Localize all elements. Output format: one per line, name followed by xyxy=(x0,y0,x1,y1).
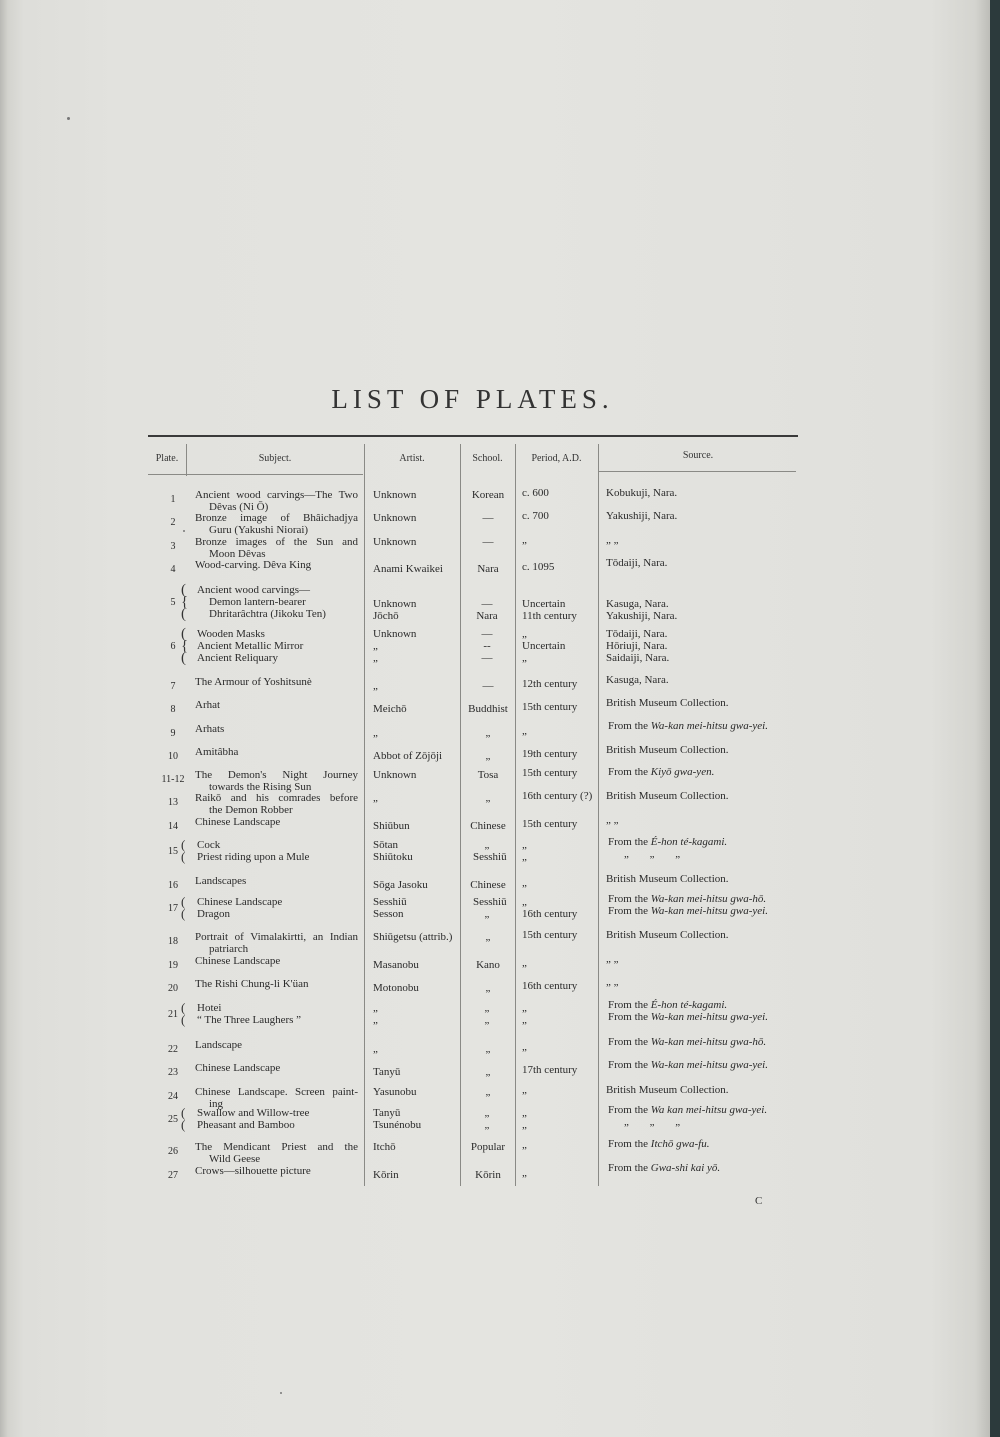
subject-line: Arhats xyxy=(195,723,225,735)
column-divider xyxy=(460,444,461,1186)
plate-number: 16 xyxy=(168,880,178,891)
grouping-brace: ( ( xyxy=(181,837,186,864)
plate-number: 8 xyxy=(170,704,176,715)
header-rule xyxy=(599,471,796,472)
period: 15th century xyxy=(522,818,578,830)
source-prefix: From the xyxy=(608,905,651,917)
plate-number: 13 xyxy=(168,797,178,808)
subject-line: Chinese Landscape. Screen paint- xyxy=(195,1086,358,1098)
source-title: Gwa-shi kai yō. xyxy=(650,1162,721,1174)
school: „ xyxy=(485,931,491,943)
period: „ xyxy=(522,1167,527,1179)
source xyxy=(608,1060,768,1071)
source: British Museum Collection. xyxy=(606,929,729,941)
subject-line: “ The Three Laughers ” xyxy=(197,1014,302,1026)
subject-line: Dhritarâchtra (Jikoku Ten) xyxy=(209,608,326,620)
school: Kōrin xyxy=(475,1169,501,1181)
period: „ xyxy=(522,957,527,969)
source xyxy=(608,1037,766,1048)
artist: „ xyxy=(373,680,378,692)
source-prefix: From the xyxy=(608,893,651,905)
source-title: Wa-kan mei-hitsu gwa-hō. xyxy=(650,1036,767,1048)
school: — xyxy=(482,512,494,524)
artist: Unknown xyxy=(373,628,417,640)
period: c. 1095 xyxy=(522,561,555,573)
source: „ „ xyxy=(606,976,619,988)
artist: Unknown xyxy=(373,598,417,610)
period: „ xyxy=(522,628,527,640)
source xyxy=(608,906,768,917)
source xyxy=(608,721,768,732)
source: Tōdaiji, Nara. xyxy=(606,628,668,640)
period: „ xyxy=(522,652,527,664)
artist: Itchō xyxy=(373,1141,396,1153)
source xyxy=(608,1105,767,1116)
source-title: Wa kan mei-hitsu gwa-yei. xyxy=(650,1104,768,1116)
source: Tōdaiji, Nara. xyxy=(606,557,668,569)
subject-line: ing xyxy=(209,1098,224,1110)
subject-line: Moon Dêvas xyxy=(209,548,266,560)
plate-number: 5 xyxy=(170,597,176,608)
source xyxy=(608,837,727,848)
school: „ xyxy=(485,1086,491,1098)
source: „ „ xyxy=(606,953,619,965)
period: „ xyxy=(522,1002,527,1014)
school: — xyxy=(482,680,494,692)
artist: Anami Kwaikei xyxy=(373,563,443,575)
school: „ xyxy=(485,727,491,739)
subject-line: Wood-carving. Dêva King xyxy=(195,559,312,571)
school: Kano xyxy=(476,959,500,971)
school: — xyxy=(482,536,494,548)
subject-line: Amitâbha xyxy=(195,746,239,758)
source: „ „ xyxy=(606,814,619,826)
plate-number: 9 xyxy=(170,728,176,739)
period: 16th century xyxy=(522,908,578,920)
plate-number: 24 xyxy=(168,1091,178,1102)
period: „ xyxy=(522,839,527,851)
period: „ xyxy=(522,1014,527,1026)
subject-line: Demon lantern-bearer xyxy=(209,596,306,608)
plate-number: 1 xyxy=(170,494,176,505)
school: — xyxy=(481,598,493,610)
source: Yakushiji, Nara. xyxy=(606,510,678,522)
school: „ xyxy=(484,839,490,851)
paper-speck xyxy=(183,530,185,532)
subject-line: Arhat xyxy=(195,699,221,711)
source: „ „ xyxy=(606,534,619,546)
period: 15th century xyxy=(522,767,578,779)
artist: Shiūgetsu (attrib.) xyxy=(373,931,453,943)
header-period: Period, A.D. xyxy=(531,453,582,464)
table-top-rule xyxy=(148,435,798,437)
artist: Sesson xyxy=(373,908,404,920)
source: British Museum Collection. xyxy=(606,873,729,885)
school: „ xyxy=(484,1014,490,1026)
school: Nara xyxy=(477,563,499,575)
school: „ xyxy=(485,792,491,804)
signature-mark: C xyxy=(755,1195,763,1207)
subject-line: Bronze image of Bhâichadjya xyxy=(195,512,358,524)
period: Uncertain xyxy=(522,640,566,652)
artist: Unknown xyxy=(373,536,417,548)
plate-number: 15 xyxy=(168,846,178,857)
period: „ xyxy=(522,896,527,908)
source: Yakushiji, Nara. xyxy=(606,610,678,622)
source xyxy=(608,894,766,905)
plate-number: 22 xyxy=(168,1044,178,1055)
artist: „ xyxy=(373,792,378,804)
plate-number: 14 xyxy=(168,821,178,832)
header-source: Source. xyxy=(682,450,714,461)
subject-line: The Demon's Night Journey xyxy=(195,769,358,781)
header-rule xyxy=(148,474,363,475)
school: Chinese xyxy=(470,820,506,832)
plate-number: 20 xyxy=(168,983,178,994)
source-title: É-hon té-kagami. xyxy=(650,836,728,848)
period: „ xyxy=(522,1084,527,1096)
artist: Kōrin xyxy=(373,1169,399,1181)
period: „ xyxy=(522,534,527,546)
subject-line: Wild Geese xyxy=(209,1153,261,1165)
plate-number: 18 xyxy=(168,936,178,947)
subject-line: Crows—silhouette picture xyxy=(195,1165,311,1177)
school: Korean xyxy=(471,489,505,501)
school: „ xyxy=(485,982,491,994)
plate-number: 10 xyxy=(168,751,178,762)
plate-number: 4 xyxy=(170,564,176,575)
source: Kasuga, Nara. xyxy=(606,674,669,686)
header-school: School. xyxy=(472,453,503,464)
artist: „ xyxy=(373,652,378,664)
plate-number: 27 xyxy=(168,1170,178,1181)
school: „ xyxy=(485,1043,491,1055)
period: „ xyxy=(522,1119,527,1131)
grouping-brace: ( { ( xyxy=(181,626,189,666)
subject-line: Guru (Yakushi Niorai) xyxy=(209,524,309,536)
period: 19th century xyxy=(522,748,578,760)
paper-speck xyxy=(280,1392,282,1394)
period: „ xyxy=(522,1139,527,1151)
period: 15th century xyxy=(522,929,578,941)
artist: Shiūbun xyxy=(373,820,410,832)
plate-number: 23 xyxy=(168,1067,178,1078)
source-prefix: From the xyxy=(608,1011,651,1023)
subject-line: Chinese Landscape xyxy=(195,1062,281,1074)
source xyxy=(608,1163,720,1174)
period: „ xyxy=(522,851,527,863)
source-title: Itchō gwa-fu. xyxy=(650,1138,710,1150)
subject-line: Ancient Metallic Mirror xyxy=(197,640,304,652)
plate-number: 25 xyxy=(168,1114,178,1125)
artist: „ xyxy=(373,1002,378,1014)
subject-line: The Rishi Chung-li K'üan xyxy=(195,978,309,990)
column-divider xyxy=(598,444,599,1186)
source-prefix: From the xyxy=(608,1036,651,1048)
subject-line: Bronze images of the Sun and xyxy=(195,536,358,548)
school: Popular xyxy=(470,1141,506,1153)
school: „ xyxy=(484,1002,490,1014)
plate-number: 7 xyxy=(170,681,176,692)
artist: Yasunobu xyxy=(373,1086,417,1098)
source: British Museum Collection. xyxy=(606,1084,729,1096)
subject-line: Ancient wood carvings— xyxy=(197,584,311,596)
period: Uncertain xyxy=(522,598,566,610)
artist: Shiūtoku xyxy=(373,851,413,863)
subject-line: Priest riding upon a Mule xyxy=(197,851,310,863)
source: Kobukuji, Nara. xyxy=(606,487,678,499)
source: Kasuga, Nara. xyxy=(606,598,669,610)
artist: „ xyxy=(373,640,378,652)
source: British Museum Collection. xyxy=(606,744,729,756)
header-artist: Artist. xyxy=(399,453,425,464)
source-prefix: From the xyxy=(608,1162,651,1174)
period: 17th century xyxy=(522,1064,578,1076)
artist: Sōtan xyxy=(373,839,399,851)
period: 11th century xyxy=(522,610,577,622)
source xyxy=(608,1000,727,1011)
source-prefix: From the xyxy=(608,1104,651,1116)
school: — xyxy=(481,628,493,640)
source-prefix: From the xyxy=(608,1059,651,1071)
source-title: Wa-kan mei-hitsu gwa-yei. xyxy=(650,905,768,917)
subject-line: Hotei xyxy=(197,1002,222,1014)
period: 16th century (?) xyxy=(522,790,593,802)
source-title: Wa-kan mei-hitsu gwa-yei. xyxy=(650,720,768,732)
subject-line: Dragon xyxy=(197,908,230,920)
subject-line: The Mendicant Priest and the xyxy=(195,1141,358,1153)
school: Sesshiū xyxy=(473,851,507,863)
header-subject: Subject. xyxy=(258,453,292,464)
source: British Museum Collection. xyxy=(606,697,729,709)
artist: Tanyū xyxy=(373,1066,401,1078)
plate-number: 19 xyxy=(168,960,178,971)
subject-line: the Demon Robber xyxy=(209,804,293,816)
subject-line: Portrait of Vimalakirtti, an Indian xyxy=(195,931,358,943)
source-title: Wa-kan mei-hitsu gwa-hō. xyxy=(650,893,767,905)
school: — xyxy=(481,652,493,664)
subject-line: Landscape xyxy=(195,1039,243,1051)
school: „ xyxy=(484,1119,490,1131)
grouping-brace: ( ( xyxy=(181,1105,186,1132)
school: „ xyxy=(484,1107,490,1119)
artist: Unknown xyxy=(373,769,417,781)
source-ditto: „ „ „ xyxy=(624,1116,681,1128)
artist: Jōchō xyxy=(373,610,399,622)
period: c. 700 xyxy=(522,510,549,522)
plate-number: 6 xyxy=(170,641,176,652)
paper-speck xyxy=(67,117,70,120)
subject-line: Ancient Reliquary xyxy=(197,652,278,664)
artist: „ xyxy=(373,727,378,739)
subject-line: Chinese Landscape xyxy=(197,896,283,908)
source: British Museum Collection. xyxy=(606,790,729,802)
school: „ xyxy=(485,1066,491,1078)
school: „ xyxy=(484,908,490,920)
school: Sesshiū xyxy=(473,896,507,908)
school: Tosa xyxy=(477,769,499,781)
subject-line: Dêvas (Ni Ō) xyxy=(209,501,269,513)
plate-number: 26 xyxy=(168,1146,178,1157)
artist: „ xyxy=(373,1043,378,1055)
source-prefix: From the xyxy=(608,999,651,1011)
source xyxy=(608,1012,768,1023)
grouping-brace: ( { ( xyxy=(181,582,189,622)
grouping-brace: ( ( xyxy=(181,1000,186,1027)
artist: Sōga Jasoku xyxy=(373,879,428,891)
header-plate: Plate. xyxy=(155,453,179,464)
source: Saidaiji, Nara. xyxy=(606,652,670,664)
artist: „ xyxy=(373,1014,378,1026)
subject-line: The Armour of Yoshitsunè xyxy=(195,676,312,688)
subject-line: towards the Rising Sun xyxy=(209,781,312,793)
source xyxy=(608,1139,709,1150)
period: 16th century xyxy=(522,980,578,992)
plate-number: 11-12 xyxy=(161,774,185,785)
school: „ xyxy=(485,750,491,762)
source-prefix: From the xyxy=(608,766,651,778)
artist: Masanobu xyxy=(373,959,419,971)
source: Hōriuji, Nara. xyxy=(606,640,668,652)
period: „ xyxy=(522,1041,527,1053)
subject-line: Pheasant and Bamboo xyxy=(197,1119,295,1131)
source-ditto: „ „ „ xyxy=(624,848,681,860)
column-divider xyxy=(515,444,516,1186)
period: 15th century xyxy=(522,701,578,713)
subject-line: Ancient wood carvings—The Two xyxy=(195,489,358,501)
period: „ xyxy=(522,725,527,737)
source-prefix: From the xyxy=(608,836,651,848)
school: Chinese xyxy=(470,879,506,891)
source-prefix: From the xyxy=(608,1138,651,1150)
school: Buddhist xyxy=(468,703,508,715)
grouping-brace: ( ( xyxy=(181,894,186,921)
subject-line: Chinese Landscape xyxy=(195,816,281,828)
source-title: Kiyō gwa-yen. xyxy=(650,766,715,778)
plate-number: 2 xyxy=(170,517,176,528)
source xyxy=(608,767,714,778)
artist: Sesshiū xyxy=(373,896,407,908)
artist: Unknown xyxy=(373,489,417,501)
subject-line: patriarch xyxy=(209,943,249,955)
artist: Meichō xyxy=(373,703,407,715)
period: „ xyxy=(522,877,527,889)
source-title: Wa-kan mei-hitsu gwa-yei. xyxy=(650,1059,768,1071)
artist: Tanyū xyxy=(373,1107,401,1119)
plate-number: 3 xyxy=(170,541,176,552)
artist: Unknown xyxy=(373,512,417,524)
plate-number: 21 xyxy=(168,1009,178,1020)
artist: Tsunénobu xyxy=(373,1119,422,1131)
plate-number: 17 xyxy=(168,903,178,914)
school: Nara xyxy=(476,610,498,622)
school: -- xyxy=(483,640,491,652)
period: c. 600 xyxy=(522,487,549,499)
column-divider xyxy=(364,444,365,1186)
source-title: É-hon té-kagami. xyxy=(650,999,728,1011)
artist: Abbot of Zōjōji xyxy=(373,750,443,762)
subject-line: Swallow and Willow-tree xyxy=(197,1107,310,1119)
subject-line: Chinese Landscape xyxy=(195,955,281,967)
subject-line: Landscapes xyxy=(195,875,247,887)
source-title: Wa-kan mei-hitsu gwa-yei. xyxy=(650,1011,768,1023)
source-prefix: From the xyxy=(608,720,651,732)
subject-line: Raikō and his comrades before xyxy=(195,792,358,804)
subject-line: Cock xyxy=(197,839,221,851)
artist: Motonobu xyxy=(373,982,419,994)
page-title: LIST OF PLATES. xyxy=(331,384,614,414)
period: „ xyxy=(522,1107,527,1119)
subject-line: Wooden Masks xyxy=(197,628,265,640)
period: 12th century xyxy=(522,678,578,690)
